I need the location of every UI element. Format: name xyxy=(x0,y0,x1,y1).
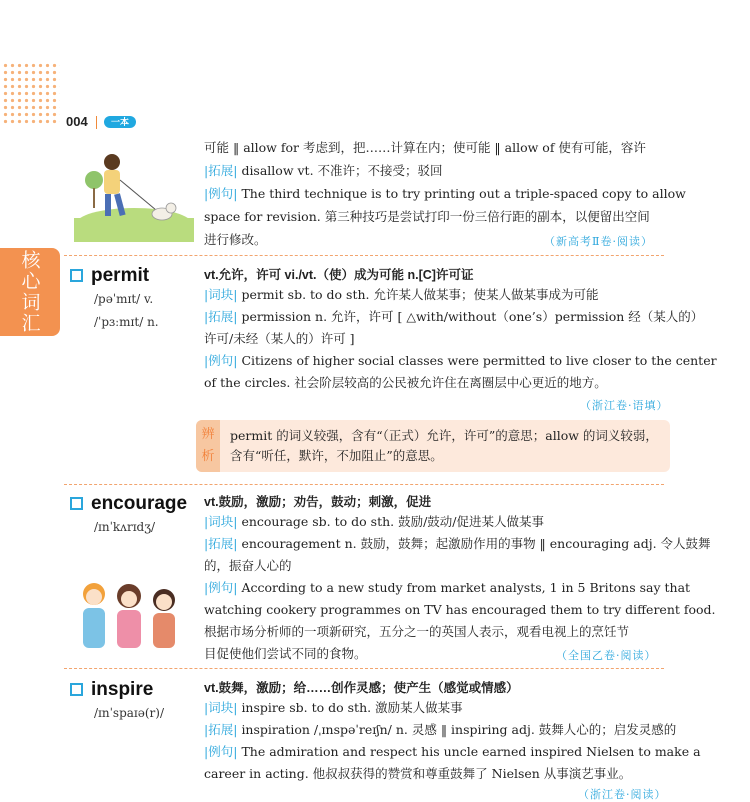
entry-word-inspire: inspire xyxy=(70,679,153,701)
page-number: 004 xyxy=(66,114,88,129)
tag-example: |例句| xyxy=(204,186,238,201)
entry-line: of the circles. 社会阶层较高的公民被允许住在离圈层中心更近的地方。 xyxy=(204,375,607,390)
entry-line: |拓展| permission n. 允许，许可 [ △with/without（one’s）permission 经（某人的） xyxy=(204,309,704,324)
section-divider xyxy=(64,668,664,669)
side-tab-core-vocabulary: 核心词汇 xyxy=(0,248,60,336)
usage-note-line: permit 的词义较强，含有“（正式）允许，许可”的意思；allow 的词义较弱， xyxy=(230,428,658,443)
usage-note-line: 含有“听任，默许，不加阻止”的意思。 xyxy=(230,448,443,463)
part-of-speech: vt.允许，许可 vi./vt.（使）成为可能 n.[C]许可证 xyxy=(204,268,474,282)
entry-word-permit: permit xyxy=(70,265,149,287)
top-line-2: |拓展| disallow vt. 不准许；不接受；驳回 xyxy=(204,163,443,178)
entry-line: 的，振奋人心的 xyxy=(204,558,292,573)
checkbox-icon xyxy=(70,497,83,510)
tag-expand: |拓展| xyxy=(204,163,238,178)
part-of-speech: vt.鼓励，激励；劝告，鼓动；刺激，促进 xyxy=(204,495,432,509)
source-citation: （浙江卷·语填） xyxy=(580,399,669,412)
walking-dog-illustration xyxy=(74,150,194,242)
part-of-speech: vt.鼓舞，激励；给……创作灵感；使产生（感觉或情感） xyxy=(204,681,519,695)
entry-line: 根据市场分析师的一项新研究，五分之一的英国人表示，观看电视上的烹饪节 xyxy=(204,624,630,639)
source-citation: （新高考Ⅱ卷·阅读） xyxy=(544,235,653,248)
page-badge: 一本 xyxy=(104,116,136,128)
checkbox-icon xyxy=(70,683,83,696)
entry-line: 目促使他们尝试不同的食物。 xyxy=(204,646,367,661)
entry-line: 许可/未经（某人的）许可 ] xyxy=(204,331,355,346)
top-line-1: 可能 ‖ allow for 考虑到，把……计算在内；使可能 ‖ allow of 使有可能，容许 xyxy=(204,140,646,155)
source-citation: （浙江卷·阅读） xyxy=(578,788,667,801)
phonetic: /ɪnˈspaɪə(r)/ xyxy=(94,706,164,720)
phonetic: /ɪnˈkʌrɪdʒ/ xyxy=(94,520,156,534)
entry-line: career in acting. 他叔叔获得的赞赏和尊重鼓舞了 Nielsen 从事演艺事业。 xyxy=(204,766,632,781)
section-divider xyxy=(64,484,664,485)
entry-line: |词块| encourage sb. to do sth. 鼓励/鼓动/促进某人做某事 xyxy=(204,514,545,529)
phonetic: /ˈpɜːmɪt/ n. xyxy=(94,315,159,329)
usage-note-tag: 辨 析 xyxy=(196,420,220,472)
entry-line: |拓展| encouragement n. 鼓励，鼓舞；起激励作用的事物 ‖ encouraging adj. 令人鼓舞 xyxy=(204,536,711,551)
top-line-4: space for revision. 第三种技巧是尝试打印一份三倍行距的副本，以便留出空间 xyxy=(204,209,650,224)
entry-line: |例句| According to a new study from market analysts, 1 in 5 Britons say that xyxy=(204,580,691,595)
phonetic: /pəˈmɪt/ v. xyxy=(94,292,154,306)
top-line-3: |例句| The third technique is to try printing out a triple-spaced copy to allow xyxy=(204,186,686,201)
source-citation: （全国乙卷·阅读） xyxy=(556,649,657,662)
entry-line: |词块| permit sb. to do sth. 允许某人做某事；使某人做某事成为可能 xyxy=(204,287,599,302)
page-number-divider xyxy=(96,116,97,129)
entry-line: |例句| Citizens of higher social classes were permitted to live closer to the center xyxy=(204,353,717,368)
decorative-dots xyxy=(2,62,60,124)
section-divider xyxy=(64,255,664,256)
checkbox-icon xyxy=(70,269,83,282)
top-line-5: 进行修改。 xyxy=(204,232,267,247)
entry-line: watching cookery programmes on TV has encouraged them to try different food. xyxy=(204,602,716,617)
three-kids-illustration xyxy=(74,580,184,658)
entry-line: |例句| The admiration and respect his uncle earned inspired Nielsen to make a xyxy=(204,744,701,759)
entry-line: |词块| inspire sb. to do sth. 激励某人做某事 xyxy=(204,700,463,715)
entry-line: |拓展| inspiration /ˌɪnspəˈreɪʃn/ n. 灵感 ‖ inspiring adj. 鼓舞人心的；启发灵感的 xyxy=(204,722,677,737)
entry-word-encourage: encourage xyxy=(70,493,187,515)
